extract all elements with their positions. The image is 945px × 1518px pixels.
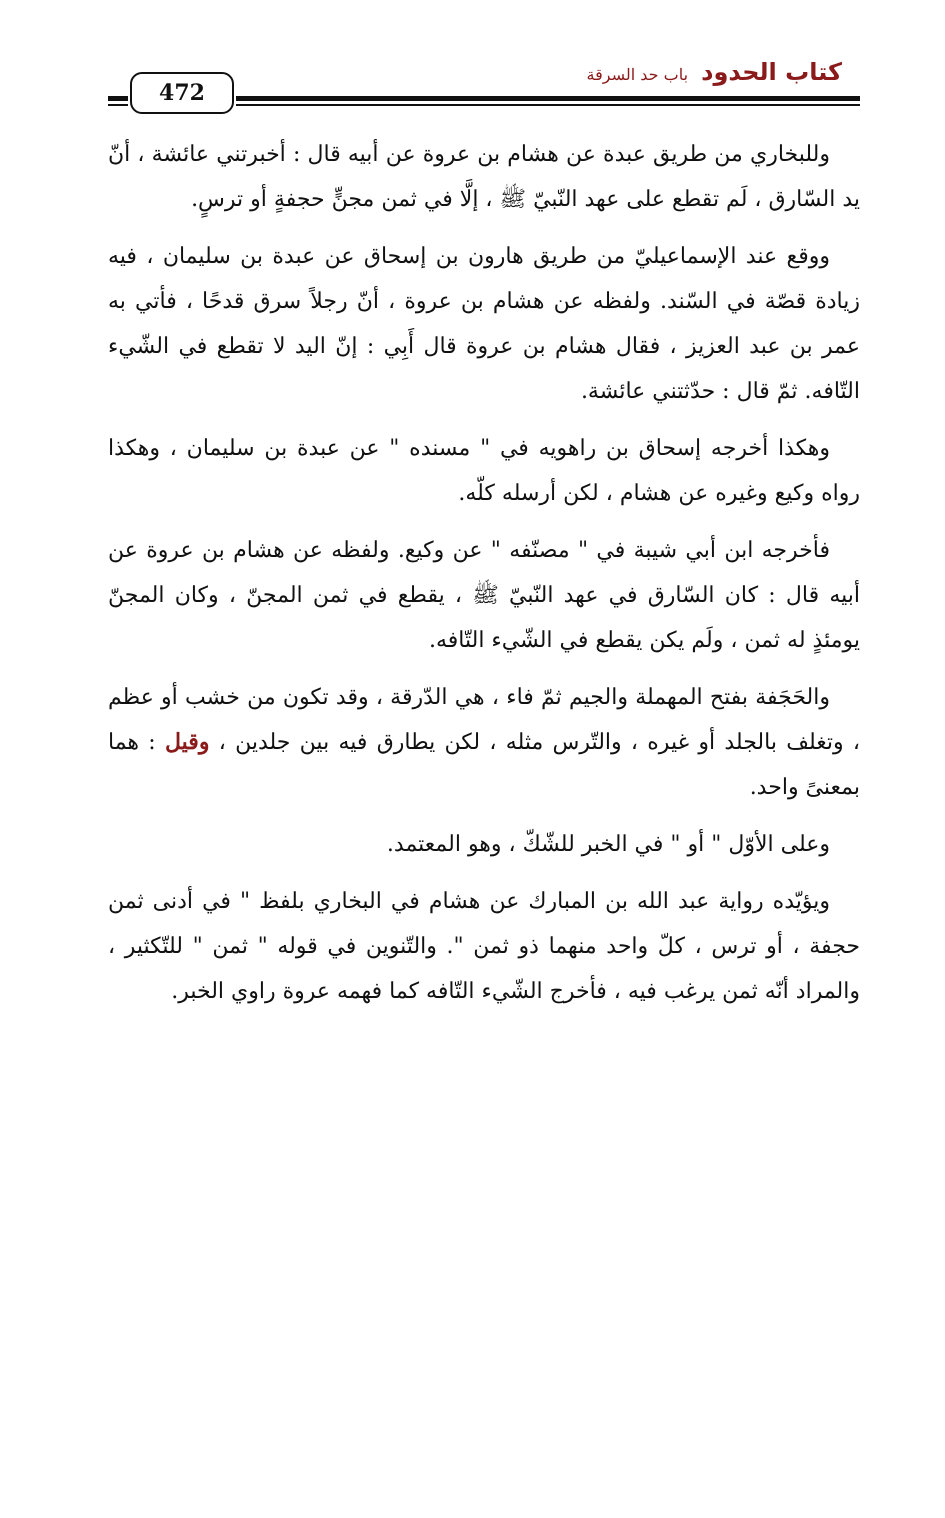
header-rule-thin — [236, 104, 860, 106]
paragraph-5 — [108, 675, 860, 810]
book-title: كتاب الحدود — [701, 58, 842, 86]
paragraph-2: ووقع عند الإسماعيليّ من طريق هارون بن إسحاق عن عبدة بن سليمان ، فيه زيادة قصّة في السّند. ولفظه عن هشام بن عروة ، أنّ رجلاً سرق قدحًا ، فأتي به عمر بن عبد العزيز ، فقال هشام بن عروة قال أَبِي : إنّ اليد لا تقطع في الشّيء التّافه. ثمّ قال : حدّثتني عائشة. — [108, 244, 860, 404]
header-rule-left-thin — [108, 104, 128, 106]
page-header — [108, 52, 860, 112]
header-rule-left — [108, 96, 128, 101]
paragraph-6: وعلى الأوّل " أو " في الخبر للشّكّ ، وهو المعتمد. — [386, 832, 830, 857]
paragraph-5-text-a: والحَجَفة بفتح المهملة والجيم ثمّ فاء ، هي الدّرقة ، وقد تكون من خشب أو عظم ، وتغلف بالجلد أو غيره ، والتّرس مثله ، لكن يطارق فيه بين جلدين ، — [108, 685, 861, 755]
page-number: 472 — [130, 72, 234, 114]
paragraph-5-text-b: : هما بمعنىً واحد. — [108, 730, 860, 800]
highlighted-word: وقيل — [165, 729, 210, 755]
running-header — [587, 58, 842, 86]
header-rule — [236, 96, 860, 101]
paragraph-3: وهكذا أخرجه إسحاق بن راهويه في " مسنده " عن عبدة بن سليمان ، وهكذا رواه وكيع وغيره عن هشام ، لكن أرسله كلّه. — [108, 436, 860, 506]
chapter-title: باب حد السرقة — [586, 65, 689, 84]
paragraph-4: فأخرجه ابن أبي شيبة في " مصنّفه " عن وكيع. ولفظه عن هشام بن عروة عن أبيه قال : كان السّارق في عهد النّبيّ ﷺ ، يقطع في ثمن المجنّ ، وكان المجنّ يومئذٍ له ثمن ، ولَم يكن يقطع في الشّيء التّافه. — [108, 538, 860, 653]
paragraph-1: وللبخاري من طريق عبدة عن هشام بن عروة عن أبيه قال : أخبرتني عائشة ، أنّ يد السّارق ، لَم تقطع على عهد النّبيّ ﷺ ، إلَّا في ثمن مجنٍّ حجفةٍ أو ترسٍ. — [108, 142, 860, 212]
paragraph-7: ويؤيّده رواية عبد الله بن المبارك عن هشام في البخاري بلفظ " في أدنى ثمن حجفة ، أو ترس ، كلّ واحد منهما ذو ثمن ". والتّنوين في قوله " ثمن " للتّكثير ، والمراد أنّه ثمن يرغب فيه ، فأخرج الشّيء التّافه كما فهمه عروة راوي الخبر. — [108, 889, 860, 1004]
page-body — [108, 132, 860, 1026]
